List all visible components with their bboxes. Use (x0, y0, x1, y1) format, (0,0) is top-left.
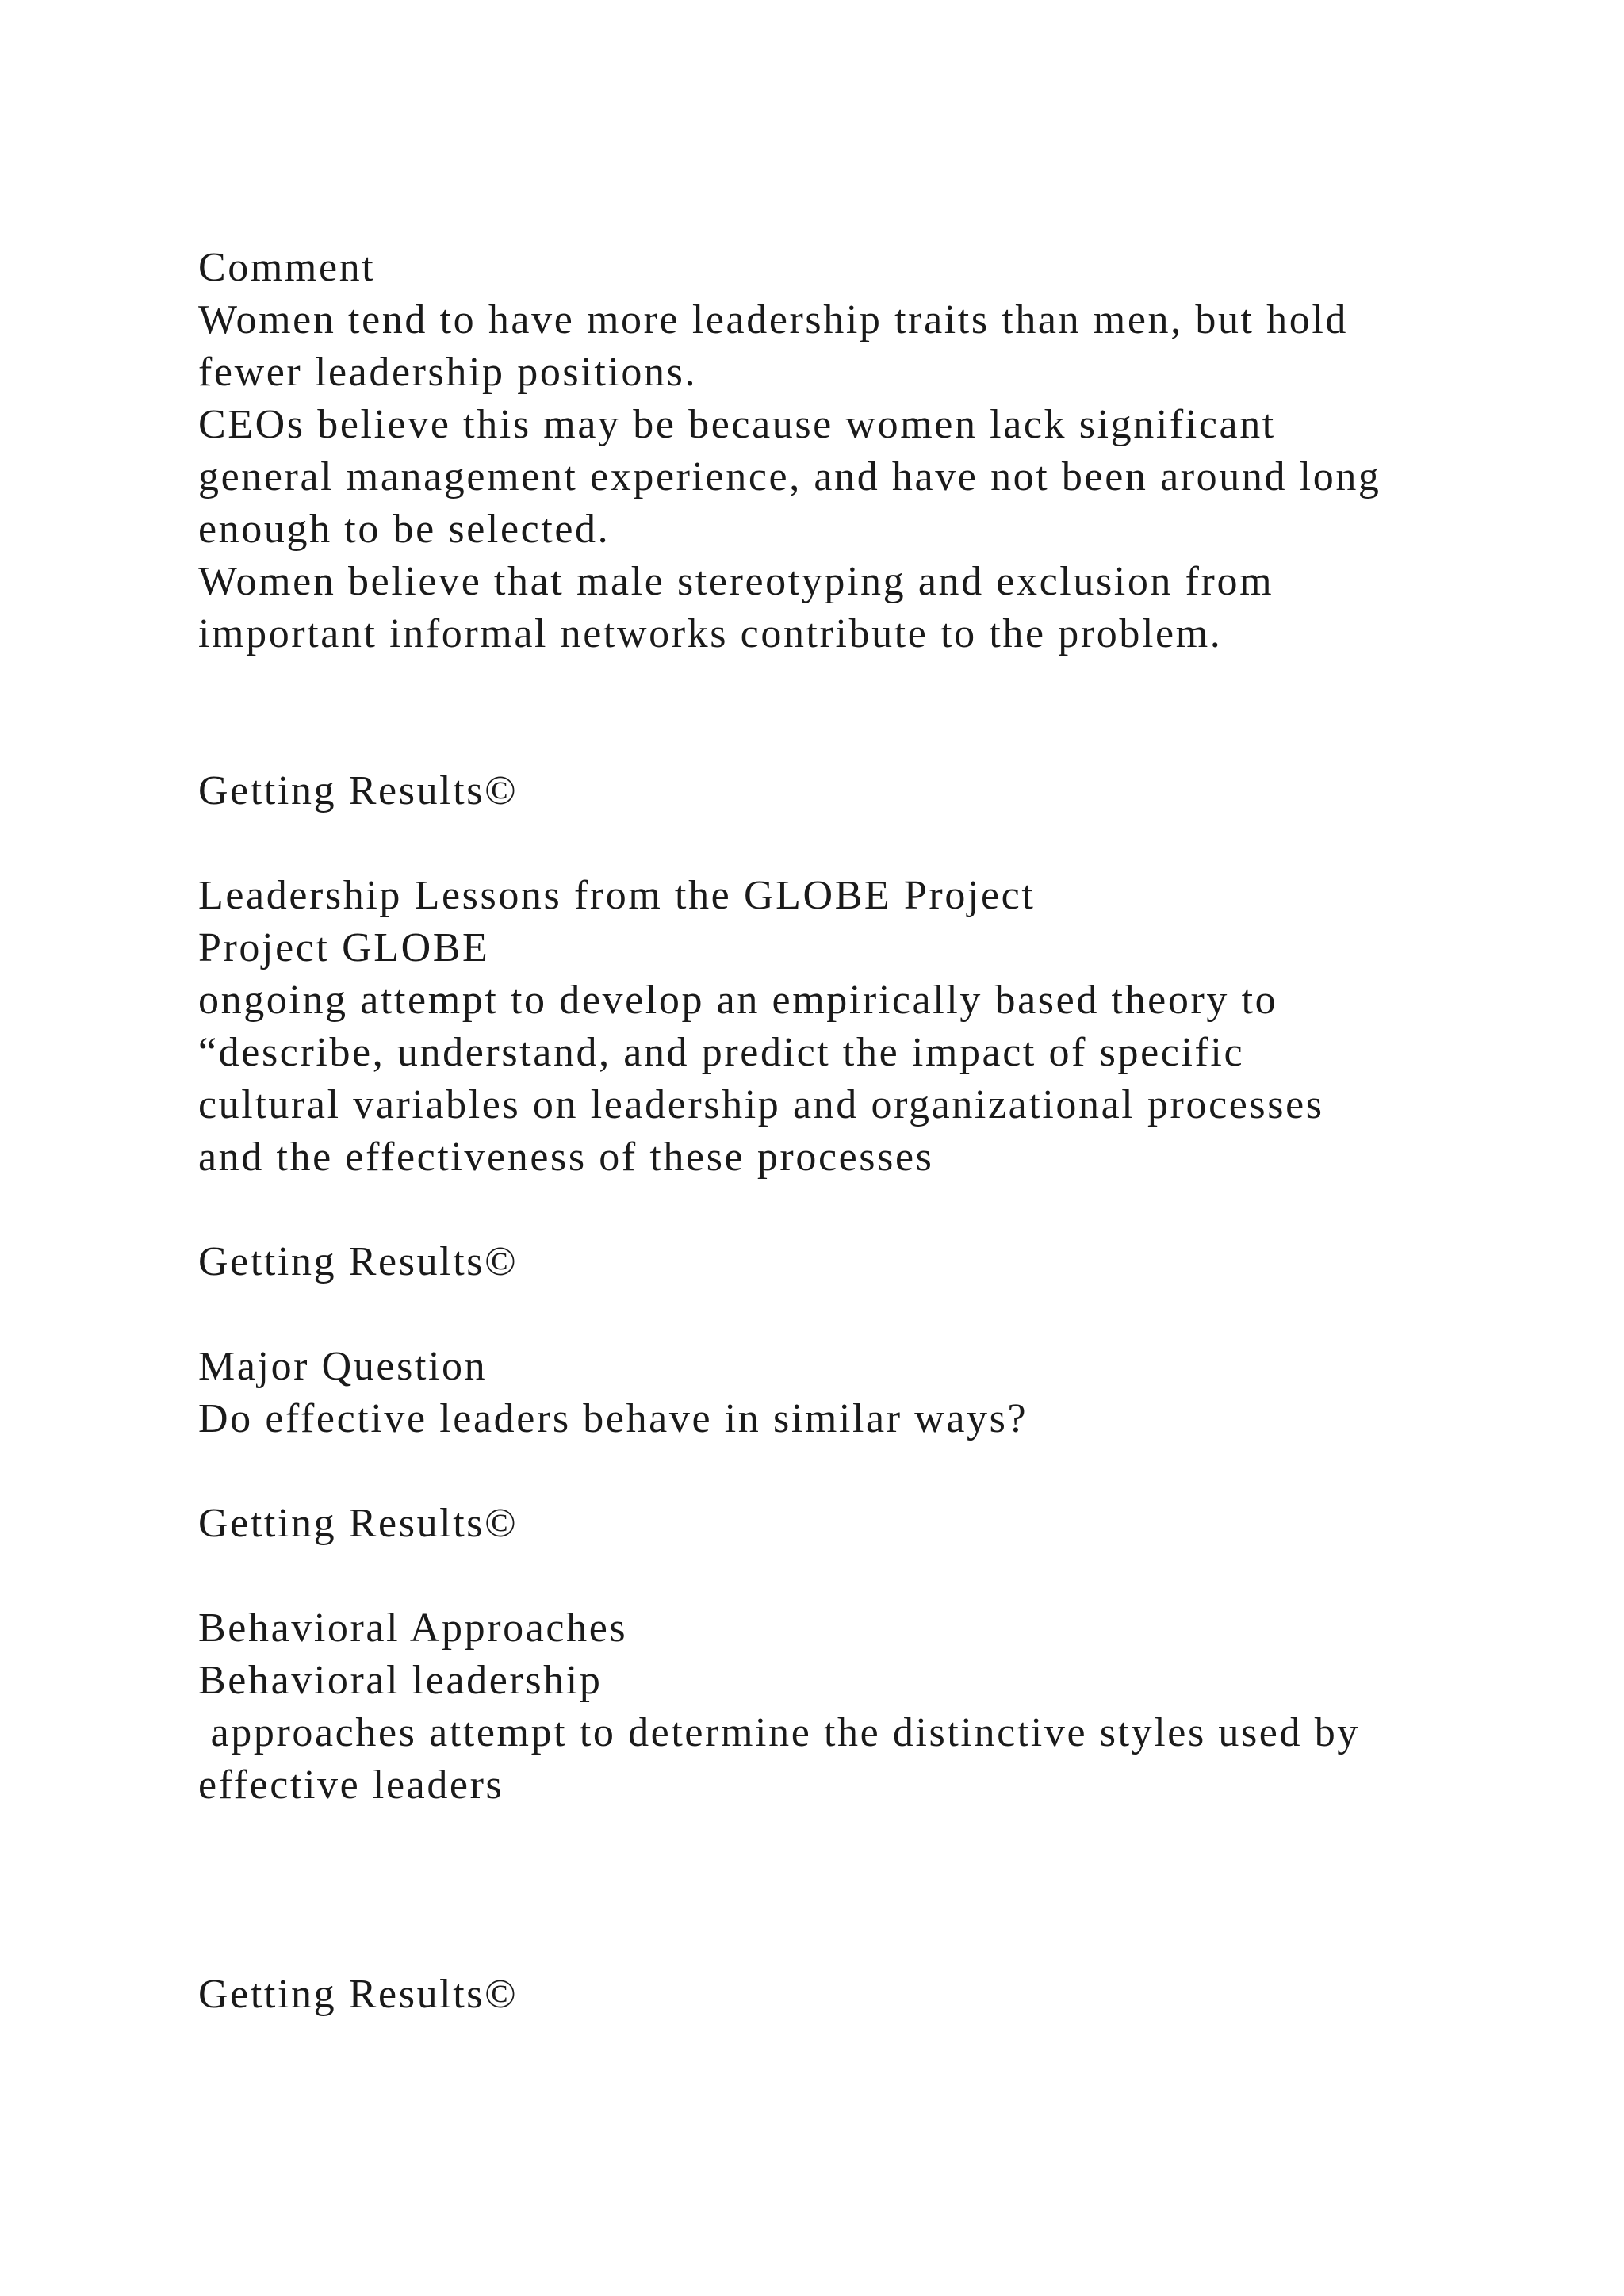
blank-line (198, 1445, 1507, 1498)
text-line: Women tend to have more leadership traits than men, but hold (198, 297, 1349, 342)
text-line: CEOs believe this may be because women lack significant (198, 402, 1276, 447)
footer-label: Getting Results© (198, 768, 519, 813)
text-line: ongoing attempt to develop an empirically based theory to (198, 978, 1278, 1023)
blank-line (198, 1864, 1507, 1916)
footer-label: Getting Results© (198, 1239, 519, 1284)
footer-label: Getting Results© (198, 1972, 519, 2017)
text-line: effective leaders (198, 1762, 504, 1808)
blank-line (198, 1916, 1507, 1969)
blank-line (198, 817, 1507, 870)
section-heading: Major Question (198, 1344, 488, 1389)
text-line: Do effective leaders behave in similar ways? (198, 1396, 1028, 1441)
blank-line (198, 1184, 1507, 1236)
blank-line (198, 1550, 1507, 1602)
text-line: approaches attempt to determine the distinctive styles used by (198, 1710, 1360, 1755)
blank-line (198, 1288, 1507, 1341)
blank-line (198, 1812, 1507, 1864)
section-heading: Leadership Lessons from the GLOBE Project (198, 873, 1036, 918)
term-label: Project GLOBE (198, 925, 490, 970)
text-line: important informal networks contribute to the problem. (198, 611, 1223, 656)
section-heading: Behavioral Approaches (198, 1605, 628, 1651)
text-line: “describe, understand, and predict the impact of specific (198, 1030, 1245, 1075)
footer-label: Getting Results© (198, 1501, 519, 1546)
document-text (198, 242, 1507, 2021)
text-line: fewer leadership positions. (198, 350, 698, 395)
text-line: cultural variables on leadership and organizational processes (198, 1082, 1324, 1127)
blank-line (198, 713, 1507, 765)
term-label: Behavioral leadership (198, 1658, 603, 1703)
text-line: and the effectiveness of these processes (198, 1135, 934, 1180)
text-line: general management experience, and have not been around long (198, 454, 1381, 499)
blank-line (198, 660, 1507, 713)
text-line: Women believe that male stereotyping and exclusion from (198, 559, 1274, 604)
text-line: enough to be selected. (198, 507, 611, 552)
section-heading: Comment (198, 245, 376, 290)
